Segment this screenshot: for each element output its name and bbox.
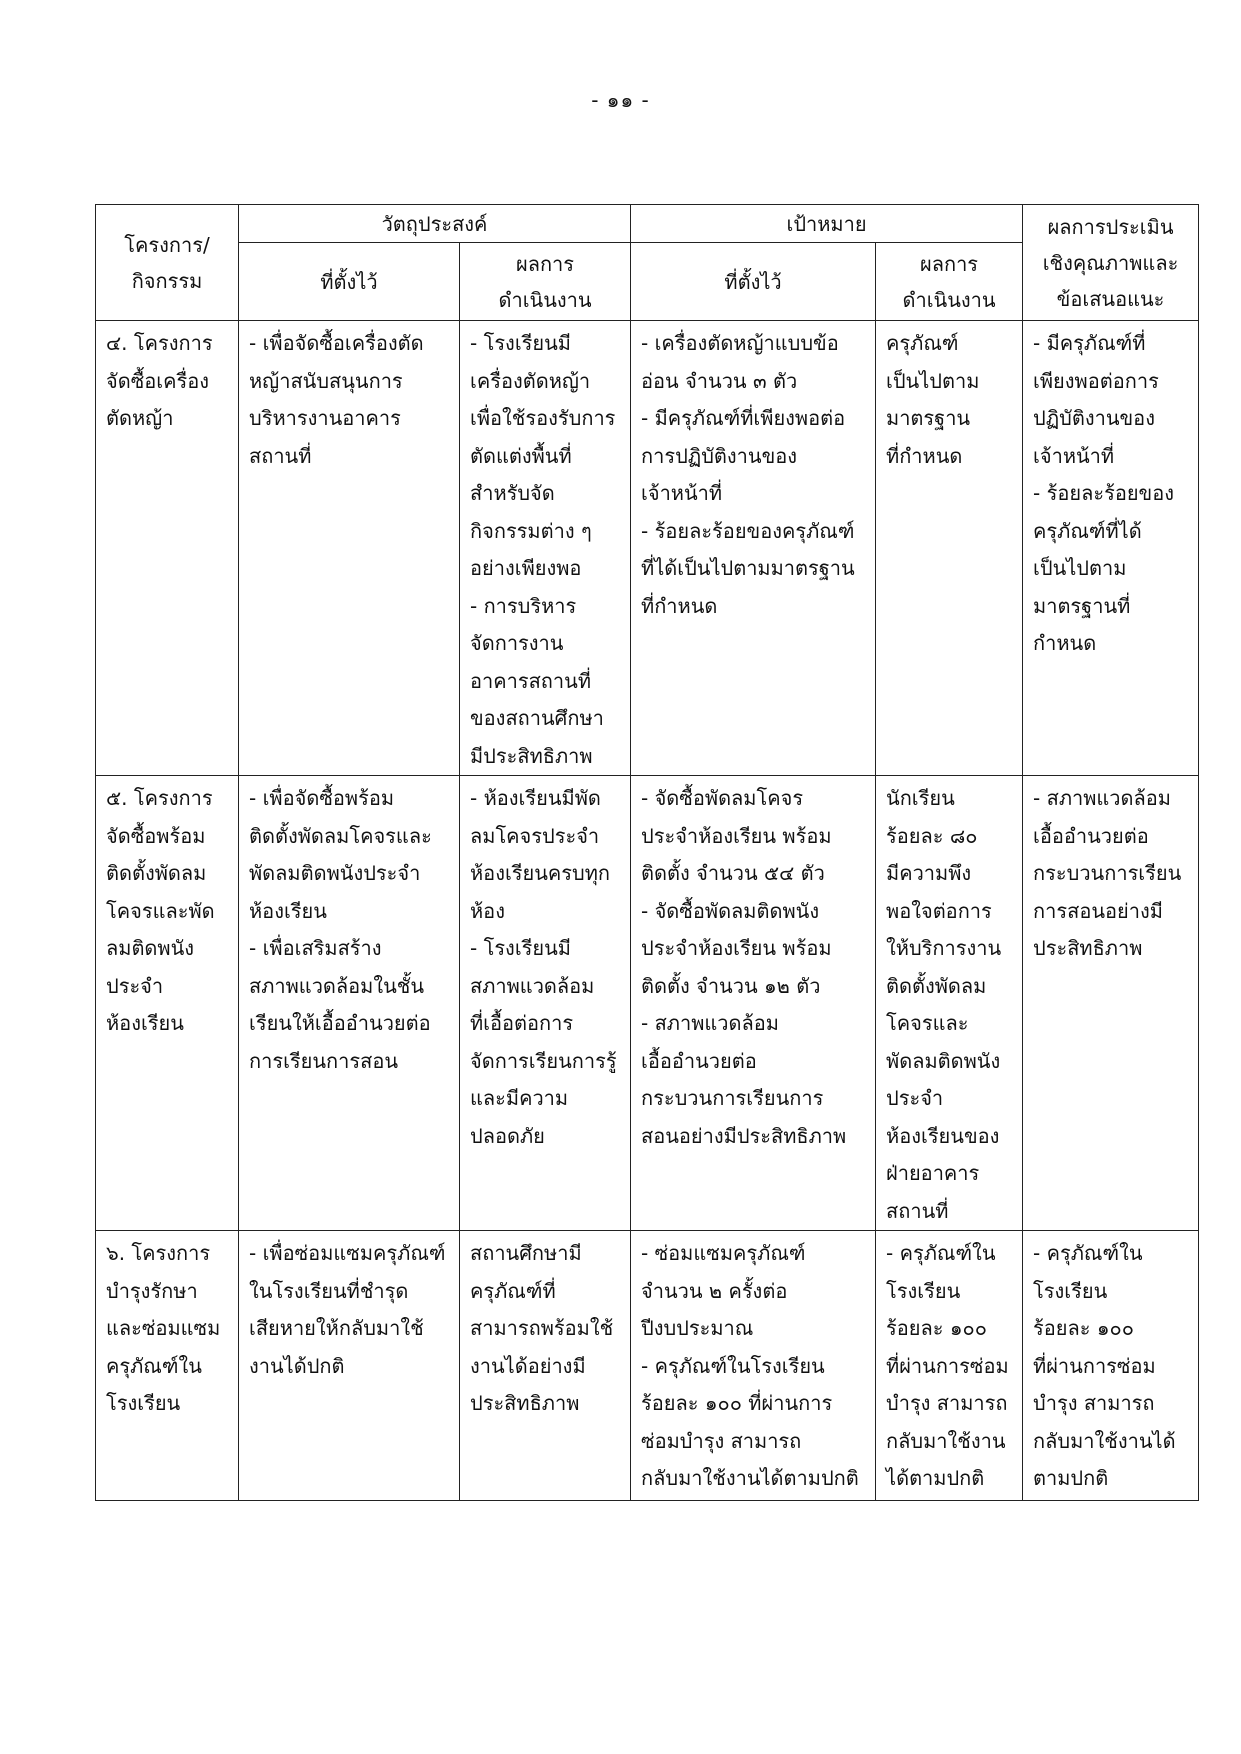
project-evaluation-table xyxy=(95,204,1199,1501)
cell-project: ๕. โครงการ จัดซื้อพร้อม ติดตั้งพัดลม โคจรและพัด ลมติดพนัง ประจำ ห้องเรียน xyxy=(96,776,239,1231)
cell-objective-result: - โรงเรียนมี เครื่องตัดหญ้า เพื่อใช้รองรับการ ตัดแต่งพื้นที่ สำหรับจัด กิจกรรมต่าง ๆ อย่างเพียงพอ - การบริหาร จัดการงาน อาคารสถานที่ ของสถานศึกษา มีประสิทธิภาพ xyxy=(460,321,631,776)
cell-target-set: - ซ่อมแซมครุภัณฑ์ จำนวน ๒ ครั้งต่อ ปีงบประมาณ - ครุภัณฑ์ในโรงเรียน ร้อยละ ๑๐๐ ที่ผ่านการ ซ่อมบำรุง สามารถ กลับมาใช้งานได้ตามปกติ xyxy=(631,1231,876,1501)
cell-target-result: ครุภัณฑ์ เป็นไปตาม มาตรฐาน ที่กำหนด xyxy=(876,321,1023,776)
cell-target-set: - เครื่องตัดหญ้าแบบข้อ อ่อน จำนวน ๓ ตัว - มีครุภัณฑ์ที่เพียงพอต่อ การปฏิบัติงานของ เจ้าหน้าที่ - ร้อยละร้อยของครุภัณฑ์ ที่ได้เป็นไปตามมาตรฐาน ที่กำหนด xyxy=(631,321,876,776)
header-objective-result: ผลการ ดำเนินงาน xyxy=(460,243,631,321)
header-objective-set: ที่ตั้งไว้ xyxy=(239,243,460,321)
table-row xyxy=(96,321,1199,776)
table-row xyxy=(96,776,1199,1231)
table-row xyxy=(96,1231,1199,1501)
header-row-top xyxy=(96,205,1199,243)
cell-objective-result: สถานศึกษามี ครุภัณฑ์ที่ สามารถพร้อมใช้ งานได้อย่างมี ประสิทธิภาพ xyxy=(460,1231,631,1501)
header-target: เป้าหมาย xyxy=(631,205,1023,243)
cell-objective-set: - เพื่อจัดซื้อพร้อม ติดตั้งพัดลมโคจรและ พัดลมติดพนังประจำ ห้องเรียน - เพื่อเสริมสร้าง สภาพแวดล้อมในชั้น เรียนให้เอื้ออำนวยต่อ การเรียนการสอน xyxy=(239,776,460,1231)
cell-objective-set: - เพื่อซ่อมแซมครุภัณฑ์ ในโรงเรียนที่ชำรุด เสียหายให้กลับมาใช้ งานได้ปกติ xyxy=(239,1231,460,1501)
header-project: โครงการ/ กิจกรรม xyxy=(96,205,239,321)
cell-evaluation: - สภาพแวดล้อม เอื้ออำนวยต่อ กระบวนการเรียน การสอนอย่างมี ประสิทธิภาพ xyxy=(1023,776,1199,1231)
header-evaluation: ผลการประเมิน เชิงคุณภาพและ ข้อเสนอแนะ xyxy=(1023,205,1199,321)
header-target-set: ที่ตั้งไว้ xyxy=(631,243,876,321)
cell-project: ๔. โครงการ จัดซื้อเครื่อง ตัดหญ้า xyxy=(96,321,239,776)
cell-evaluation: - ครุภัณฑ์ใน โรงเรียน ร้อยละ ๑๐๐ ที่ผ่านการซ่อม บำรุง สามารถ กลับมาใช้งานได้ ตามปกติ xyxy=(1023,1231,1199,1501)
header-objective: วัตถุประสงค์ xyxy=(239,205,631,243)
cell-target-result: นักเรียน ร้อยละ ๘๐ มีความพึง พอใจต่อการ ให้บริการงาน ติดตั้งพัดลม โคจรและ พัดลมติดพนัง ประจำ ห้องเรียนของ ฝ่ายอาคาร สถานที่ xyxy=(876,776,1023,1231)
cell-target-result: - ครุภัณฑ์ใน โรงเรียน ร้อยละ ๑๐๐ ที่ผ่านการซ่อม บำรุง สามารถ กลับมาใช้งาน ได้ตามปกติ xyxy=(876,1231,1023,1501)
cell-objective-set: - เพื่อจัดซื้อเครื่องตัด หญ้าสนับสนุนการ บริหารงานอาคาร สถานที่ xyxy=(239,321,460,776)
header-target-result: ผลการ ดำเนินงาน xyxy=(876,243,1023,321)
cell-objective-result: - ห้องเรียนมีพัด ลมโคจรประจำ ห้องเรียนครบทุก ห้อง - โรงเรียนมี สภาพแวดล้อม ที่เอื้อต่อการ จัดการเรียนการรู้ และมีความ ปลอดภัย xyxy=(460,776,631,1231)
cell-project: ๖. โครงการ บำรุงรักษา และซ่อมแซม ครุภัณฑ์ใน โรงเรียน xyxy=(96,1231,239,1501)
cell-target-set: - จัดซื้อพัดลมโคจร ประจำห้องเรียน พร้อม ติดตั้ง จำนวน ๕๔ ตัว - จัดซื้อพัดลมติดพนัง ประจำห้องเรียน พร้อม ติดตั้ง จำนวน ๑๒ ตัว - สภาพแวดล้อม เอื้ออำนวยต่อ กระบวนการเรียนการ สอนอย่างมีประสิทธิภาพ xyxy=(631,776,876,1231)
page-number: - ๑๑ - xyxy=(591,88,650,112)
cell-evaluation: - มีครุภัณฑ์ที่ เพียงพอต่อการ ปฏิบัติงานของ เจ้าหน้าที่ - ร้อยละร้อยของ ครุภัณฑ์ที่ได้ เป็นไปตาม มาตรฐานที่ กำหนด xyxy=(1023,321,1199,776)
